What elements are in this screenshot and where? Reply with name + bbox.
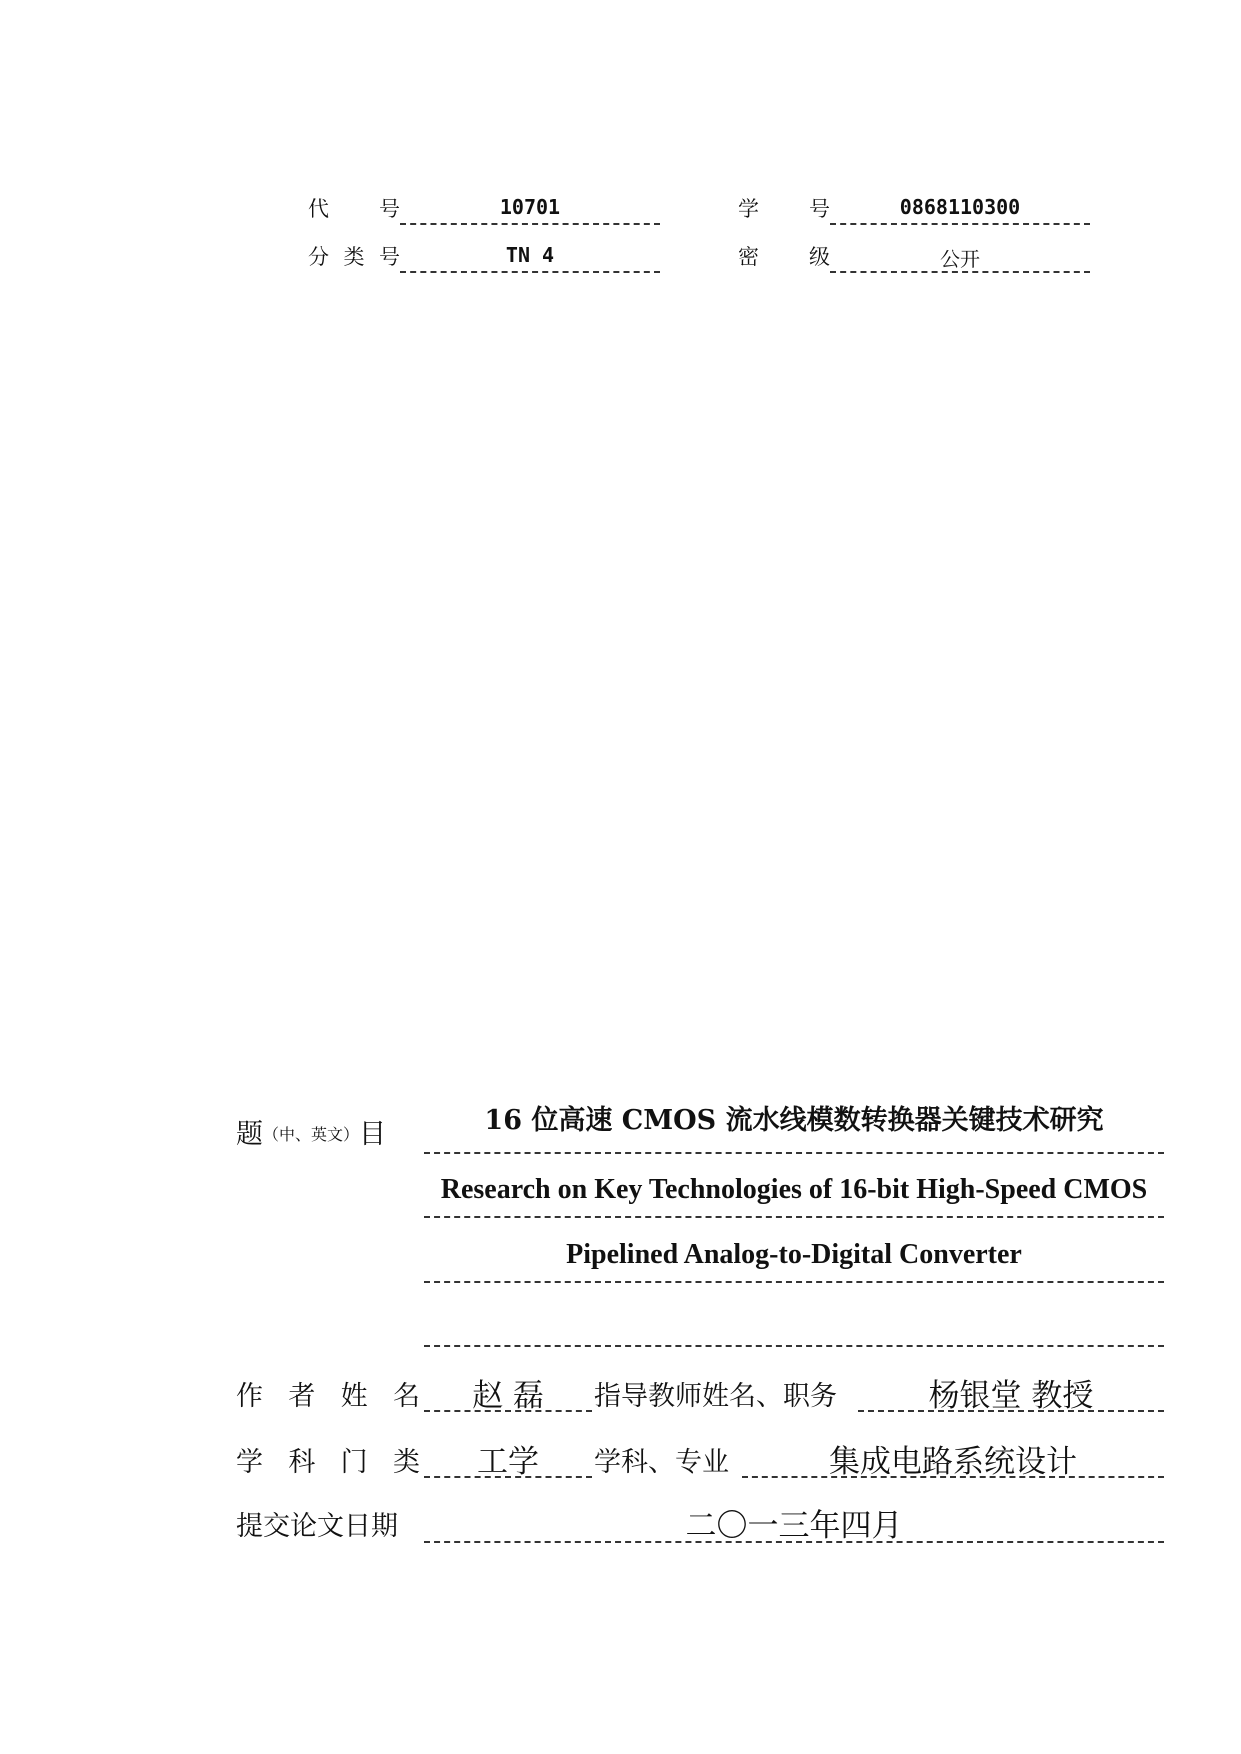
secret-underline [830,271,1090,273]
code-underline [400,223,660,225]
author-underline [424,1410,592,1412]
major-value: 集成电路系统设计 [829,1444,1077,1480]
major-underline [742,1476,1164,1478]
author-value: 赵 磊 [472,1378,544,1414]
code-label: 代 号 [308,197,400,221]
title-en2-underline [424,1281,1164,1283]
title-en-line2: Pipelined Analog-to-Digital Converter [566,1239,1022,1270]
category-label: 学 科 门 类 [236,1447,420,1478]
author-label: 作 者 姓 名 [236,1381,420,1412]
title-en-line1: Research on Key Technologies of 16-bit High-Speed CMOS [440,1174,1148,1205]
title-en1-underline [424,1216,1164,1218]
secret-value: 公开 [940,247,980,271]
class-value: TN 4 [505,243,555,267]
title-cn: 16 位高速 CMOS 流水线模数转换器关键技术研究 [484,1105,1104,1136]
date-value: 二〇一三年四月 [685,1508,903,1544]
secret-label: 密 级 [738,245,830,269]
title-label: 题（中、英文）目 [236,1119,387,1150]
class-underline [400,271,660,273]
student-id-underline [830,223,1090,225]
category-value: 工学 [477,1444,539,1480]
title-cn-underline [424,1152,1164,1154]
class-label: 分 类 号 [308,245,400,269]
advisor-value: 杨银堂 教授 [928,1378,1094,1414]
advisor-underline [858,1410,1164,1412]
code-value: 10701 [499,195,561,219]
major-label: 学科、专业 [594,1447,729,1478]
student-id-label: 学 号 [738,197,830,221]
advisor-label: 指导教师姓名、职务 [594,1381,837,1412]
title-blank-underline [424,1345,1164,1347]
date-underline [424,1541,1164,1543]
category-underline [424,1476,592,1478]
student-id-value: 0868110300 [899,195,1021,219]
date-label: 提交论文日期 [236,1511,398,1542]
